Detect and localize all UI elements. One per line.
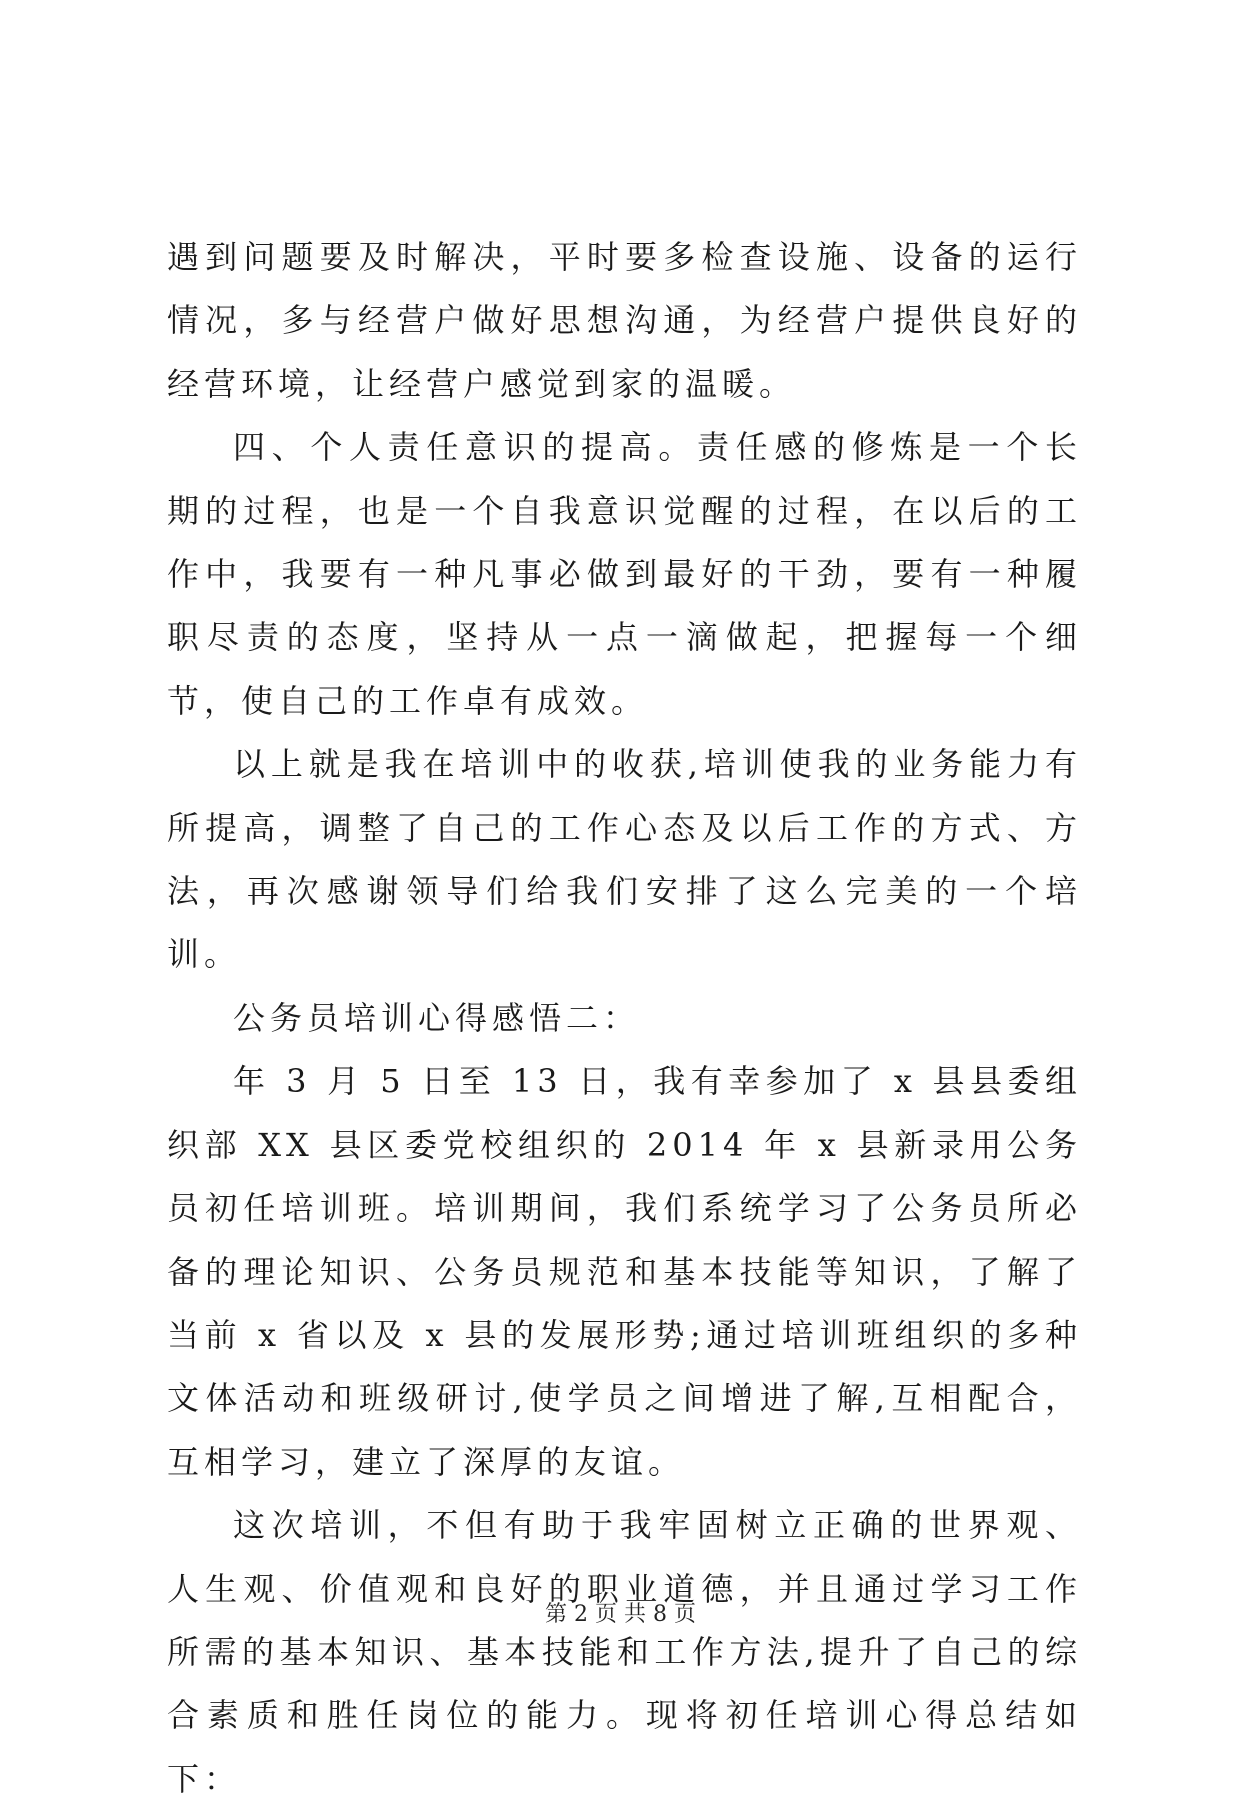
document-body	[167, 226, 1082, 1811]
paragraph-4: 年 3 月 5 日至 13 日，我有幸参加了 x 县县委组织部 XX 县区委党校组织的 2014 年 x 县新录用公务员初任培训班。培训期间，我们系统学习了公务员所必备的理论知识、公务员规范和基本技能等知识，了解了当前 x 省以及 x 县的发展形势;通过培训班组织的多种文体活动和班级研讨,使学员之间增进了解,互相配合，互相学习，建立了深厚的友谊。	[167, 1062, 1082, 1481]
paragraph-1: 遇到问题要及时解决，平时要多检查设施、设备的运行情况，多与经营户做好思想沟通，为经营户提供良好的经营环境，让经营户感觉到家的温暖。	[167, 238, 1082, 403]
paragraph-3: 以上就是我在培训中的收获,培训使我的业务能力有所提高，调整了自己的工作心态及以后工作的方式、方法，再次感谢领导们给我们安排了这么完美的一个培训。	[167, 745, 1082, 974]
paragraph-5: 这次培训，不但有助于我牢固树立正确的世界观、人生观、价值观和良好的职业道德，并且通过学习工作所需的基本知识、基本技能和工作方法,提升了自己的综合素质和胜任岗位的能力。现将初任培训心得总结如下：	[167, 1506, 1082, 1798]
section-heading: 公务员培训心得感悟二：	[233, 998, 641, 1037]
page-number-footer: 第 2 页 共 8 页	[545, 1602, 696, 1627]
paragraph-2: 四、个人责任意识的提高。责任感的修炼是一个长期的过程，也是一个自我意识觉醒的过程，在以后的工作中，我要有一种凡事必做到最好的干劲，要有一种履职尽责的态度，坚持从一点一滴做起，把握每一个细节，使自己的工作卓有成效。	[167, 428, 1082, 720]
